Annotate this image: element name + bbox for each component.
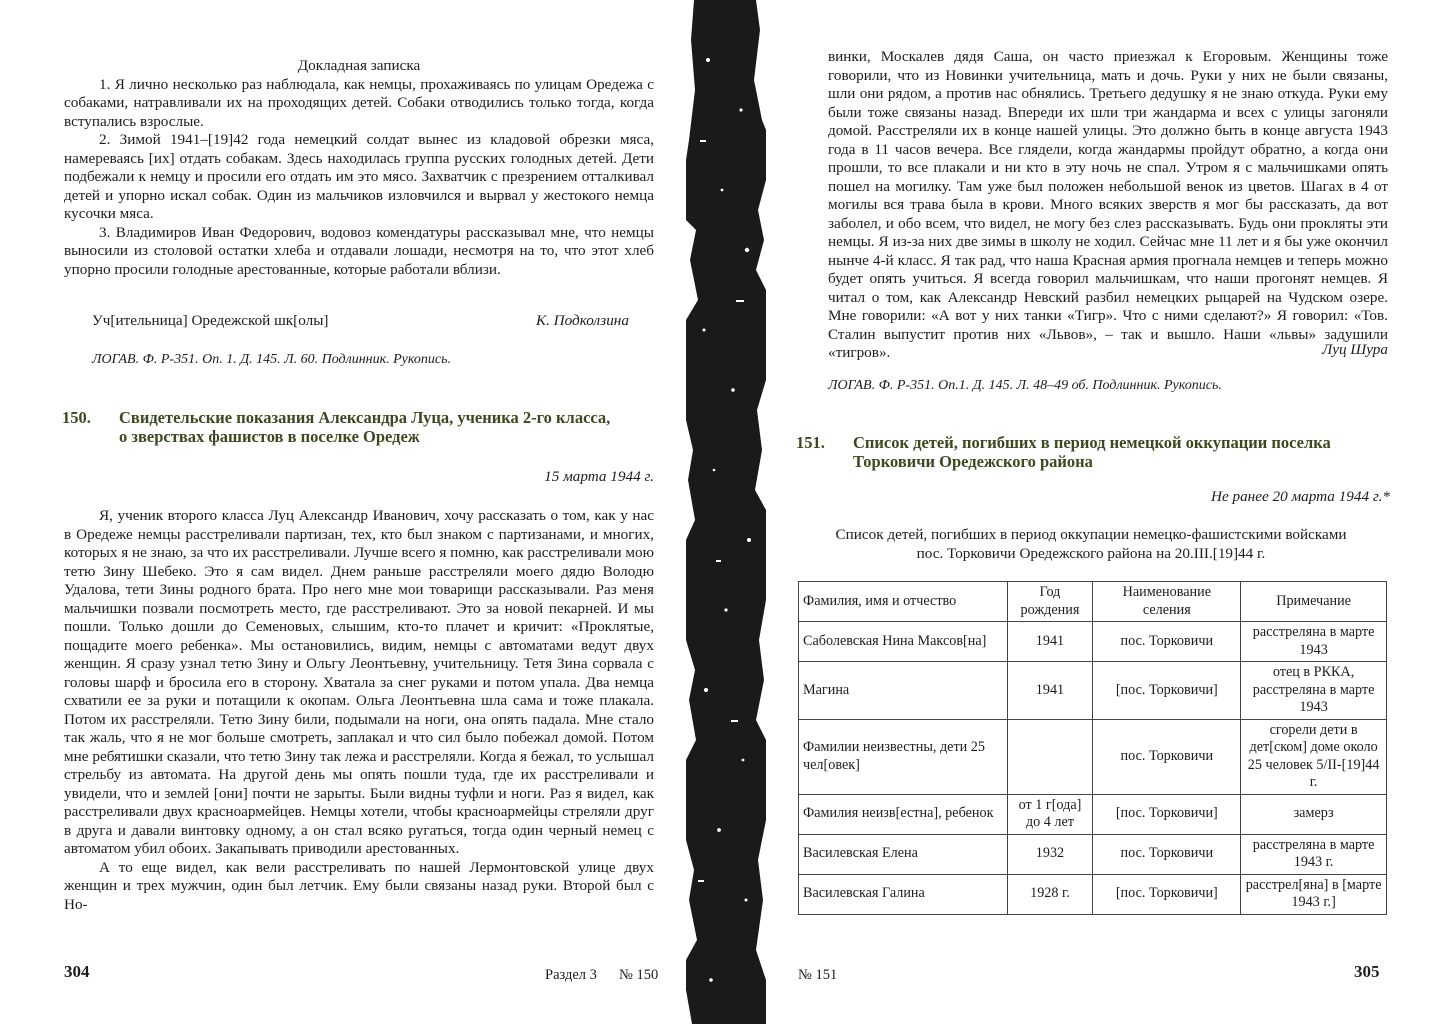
list-title-line-2: пос. Торковичи Оредежского района на 20.III.[19]44 г.	[916, 545, 1266, 562]
cell-name: Саболевская Нина Максов[на]	[799, 622, 1008, 662]
cell-name: Фамилия неизв[естна], ребенок	[799, 794, 1008, 834]
archive-reference: ЛОГАВ. Ф. Р-351. Оп. 1. Д. 145. Л. 60. Подлинник. Рукопись.	[92, 352, 451, 367]
cell-name: Василевская Елена	[799, 834, 1008, 874]
cell-name: Василевская Галина	[799, 874, 1008, 914]
document-number-right: 151.	[796, 433, 825, 452]
table-row	[799, 874, 1387, 914]
spine-texture-graphic	[686, 0, 766, 1024]
testimony-continuation-paragraph: винки, Москалев дядя Саша, он часто приезжал к Егоровым. Женщины тоже говорили, что из Новинки учительница, мать и дочь. Руки у них не были связаны, шли они рядом, а против нас обнялись. Третьего дедушку я не знаю откуда. Руки ему были тоже связаны назад. Впереди их шли три жандарма и всех с улицы загоняли домой. Расстреляли их в конце нашей улицы. Это должно быть в конце августа 1943 года в 11 часов вечера. Все глядели, когда жандармы пройдут обратно, а когда они прошли, то все плакали и ни кто в эту ночь не спал. Утром я с мальчишками опять пошел на могилку. Там уже был положен небольшой венок из цветов. Шагах в 4 от могилы вся трава была в крови. Много всяких зверств я мог бы рассказать, да вот заболел, и обо всем, что видел, не могу без слез рассказывать. Будь они прокляты эти немцы. Я из-за них две зимы в школу не ходил. Сейчас мне 11 лет и я бы уже окончил нынче 4-й класс. Я так рад, что наша Красная армия прогнала немцев и теперь можно будет опять учиться. Я всегда говорил мальчишкам, что наши прогонят немцев. Я читал о том, как Александр Невский разбил немецких рыцарей на Чудском озере. Мне говорили: «А вот у них танки «Тигр». Что с ними сделают?» Я говорил: «Тов. Сталин выпустит против них «Львов», – так и вышло. Наши «львы» задушили «тигров».	[828, 48, 1388, 361]
cell-birth-year: 1928 г.	[1007, 874, 1093, 914]
document-date-right: Не ранее 20 марта 1944 г.*	[1210, 488, 1390, 505]
cell-note: сгорели дети в дет[ском] доме около 25 человек 5/II-[19]44 г.	[1241, 719, 1387, 794]
document-number: 150.	[62, 408, 91, 427]
testimony-paragraph-2: А то еще видел, как вели расстреливать по нашей Лермонтовской улице двух женщин и трех мужчин, один был летчик. Ему были связаны назад руки. Второй был с Но-	[64, 858, 654, 913]
document-title-right-line-1: Список детей, погибших в период немецкой оккупации поселка	[853, 433, 1331, 452]
memo-paragraph-1: 1. Я лично несколько раз наблюдала, как немцы, прохаживаясь по улицам Оредежа с собаками, натравливали их на проходящих детей. Собаки отводились только тогда, когда вступались взрослые.	[64, 75, 654, 130]
document-heading	[62, 408, 662, 448]
cell-note: расстреляна в марте 1943 г.	[1241, 834, 1387, 874]
cell-note: расстреляна в марте 1943	[1241, 622, 1387, 662]
document-title-line-2: о зверствах фашистов в поселке Оредеж	[119, 427, 420, 446]
table-row	[799, 622, 1387, 662]
page-number: 304	[64, 962, 90, 981]
left-page	[0, 0, 686, 1024]
testimony-text	[64, 507, 654, 914]
cell-note: расстрел[яна] в [марте 1943 г.]	[1241, 874, 1387, 914]
book-spine-texture	[686, 0, 766, 1024]
document-title-line-1: Свидетельские показания Александра Луца, ученика 2-го класса,	[119, 408, 611, 427]
right-page	[766, 0, 1451, 1024]
document-date: 15 марта 1944 г.	[544, 468, 654, 485]
testimony-paragraph-1: Я, ученик второго класса Луц Александр Иванович, хочу рассказать о том, как у нас в Оредеже немцы расстреливали партизан, тех, кто был знаком с партизанами, и многих, которых я не знаю, за что их расстреливали. Лучше всего я помню, как расстреливали мою тетю Зину Шебеко. Это я сам видел. Днем раньше расстреляли моего дядю Володю Удалова, тети Зины родного брата. Про него мне мои товарищи рассказывали. Раз меня мальчишки позвали посмотреть место, где расстреливают. Это за новой пекарней. И мы пошли. Только дошли до Семеновых, слышим, кто-то плачет и кричит: «Проклятые, пощадите моего ребенка». Мы остановились, видим, немцы с автоматами ведут двух женщин. Я сразу узнал тетю Зину и Ольгу Леонтьевну, учительницу. Тетя Зина сорвала с головы шарф и бросила его в сторону. Хватала за снег руками и потом упала. Два немца схватили ее за руки и потащили к окопам. Ольга Леонтьевна шла сама и тоже плакала. Потом их расстреляли. Тетю Зину били, подымали на ноги, она опять падала. Мне стало так жаль, что я не мог больше смотреть, заплакал и что сил было побежал домой. Потом мне ребятишки сказали, что тетю Зину так лежа и расстреляли. Когда я бежал, то услышал стрельбу из автомата. На другой день мы опять пошли туда, где их расстреливали и увидели, что и землей [они] почти не зарыты. Были видны туфли и ноги. Раз я видел, как расстреливали двух красноармейцев. Немцы хотели, чтобы красноармейцы стреляли друг в друга и давали винтовку одному, а он стал всяко ругаться, тогда один черный немец с автоматом убил обоих. Закапывать приводили арестованных.	[64, 507, 654, 857]
page-number-right: 305	[1354, 962, 1380, 981]
section-label: Раздел 3	[545, 967, 597, 983]
cell-note: отец в РККА, расстреляна в марте 1943	[1241, 662, 1387, 720]
children-list-table	[798, 581, 1387, 915]
cell-settlement: [пос. Торковичи]	[1093, 662, 1241, 720]
memo-title: Докладная записка	[297, 57, 421, 74]
testimony-continuation	[828, 48, 1388, 363]
header-note: Примечание	[1241, 582, 1387, 622]
cell-birth-year	[1007, 719, 1093, 794]
archive-reference-right: ЛОГАВ. Ф. Р-351. Оп.1. Д. 145. Л. 48–49 об. Подлинник. Рукопись.	[828, 378, 1222, 393]
signature-position: Уч[ительница] Оредежской шк[олы]	[92, 312, 329, 329]
list-title	[796, 525, 1386, 563]
cell-settlement: пос. Торковичи	[1093, 834, 1241, 874]
header-settlement: Наименование селения	[1093, 582, 1241, 622]
table-row	[799, 719, 1387, 794]
cell-birth-year: от 1 г[ода] до 4 лет	[1007, 794, 1093, 834]
document-title-right-line-2: Торковичи Оредежского района	[853, 452, 1093, 471]
cell-name: Фамилии неизвестны, дети 25 чел[овек]	[799, 719, 1008, 794]
document-heading-right	[796, 433, 1416, 473]
memo-paragraph-3: 3. Владимиров Иван Федорович, водовоз комендатуры рассказывал мне, что немцы выносили из столовой остатки хлеба и отдавали лошади, несмотря на то, что этот хлеб упорно просили голодные арестованные, которые работали вблизи.	[64, 223, 654, 278]
table-row	[799, 794, 1387, 834]
cell-note: замерз	[1241, 794, 1387, 834]
memo-paragraph-2: 2. Зимой 1941–[19]42 года немецкий солдат вынес из кладовой обрезки мяса, намереваясь [их] отдать собакам. Здесь находилась группа русских голодных детей. Дети подбежали к немцу и просили его отдать им это мясо. Захватчик с презрением отталкивал детей и упорно искал собак. Один из мальчиков изловчился и вырвал у жестокого немца кусочки мяса.	[64, 131, 654, 222]
table-header-row	[799, 582, 1387, 622]
cell-settlement: пос. Торковичи	[1093, 622, 1241, 662]
header-birth-year: Год рождения	[1007, 582, 1093, 622]
document-ref-right: № 151	[798, 967, 838, 983]
testimony-signature: Луц Шура	[1322, 341, 1388, 358]
cell-settlement: пос. Торковичи	[1093, 719, 1241, 794]
cell-settlement: [пос. Торковичи]	[1093, 794, 1241, 834]
table-row	[799, 834, 1387, 874]
document-title	[119, 408, 610, 446]
cell-birth-year: 1941	[1007, 662, 1093, 720]
cell-name: Магина	[799, 662, 1008, 720]
header-name: Фамилия, имя и отчество	[799, 582, 1008, 622]
cell-birth-year: 1941	[1007, 622, 1093, 662]
memo-block	[64, 57, 654, 279]
list-title-line-1: Список детей, погибших в период оккупации немецко-фашистскими войсками	[835, 526, 1347, 543]
document-ref: № 150	[619, 967, 659, 983]
cell-birth-year: 1932	[1007, 834, 1093, 874]
table-row	[799, 662, 1387, 720]
cell-settlement: [пос. Торковичи]	[1093, 874, 1241, 914]
document-title-right	[853, 433, 1331, 471]
signature-name: К. Подколзина	[536, 312, 629, 329]
